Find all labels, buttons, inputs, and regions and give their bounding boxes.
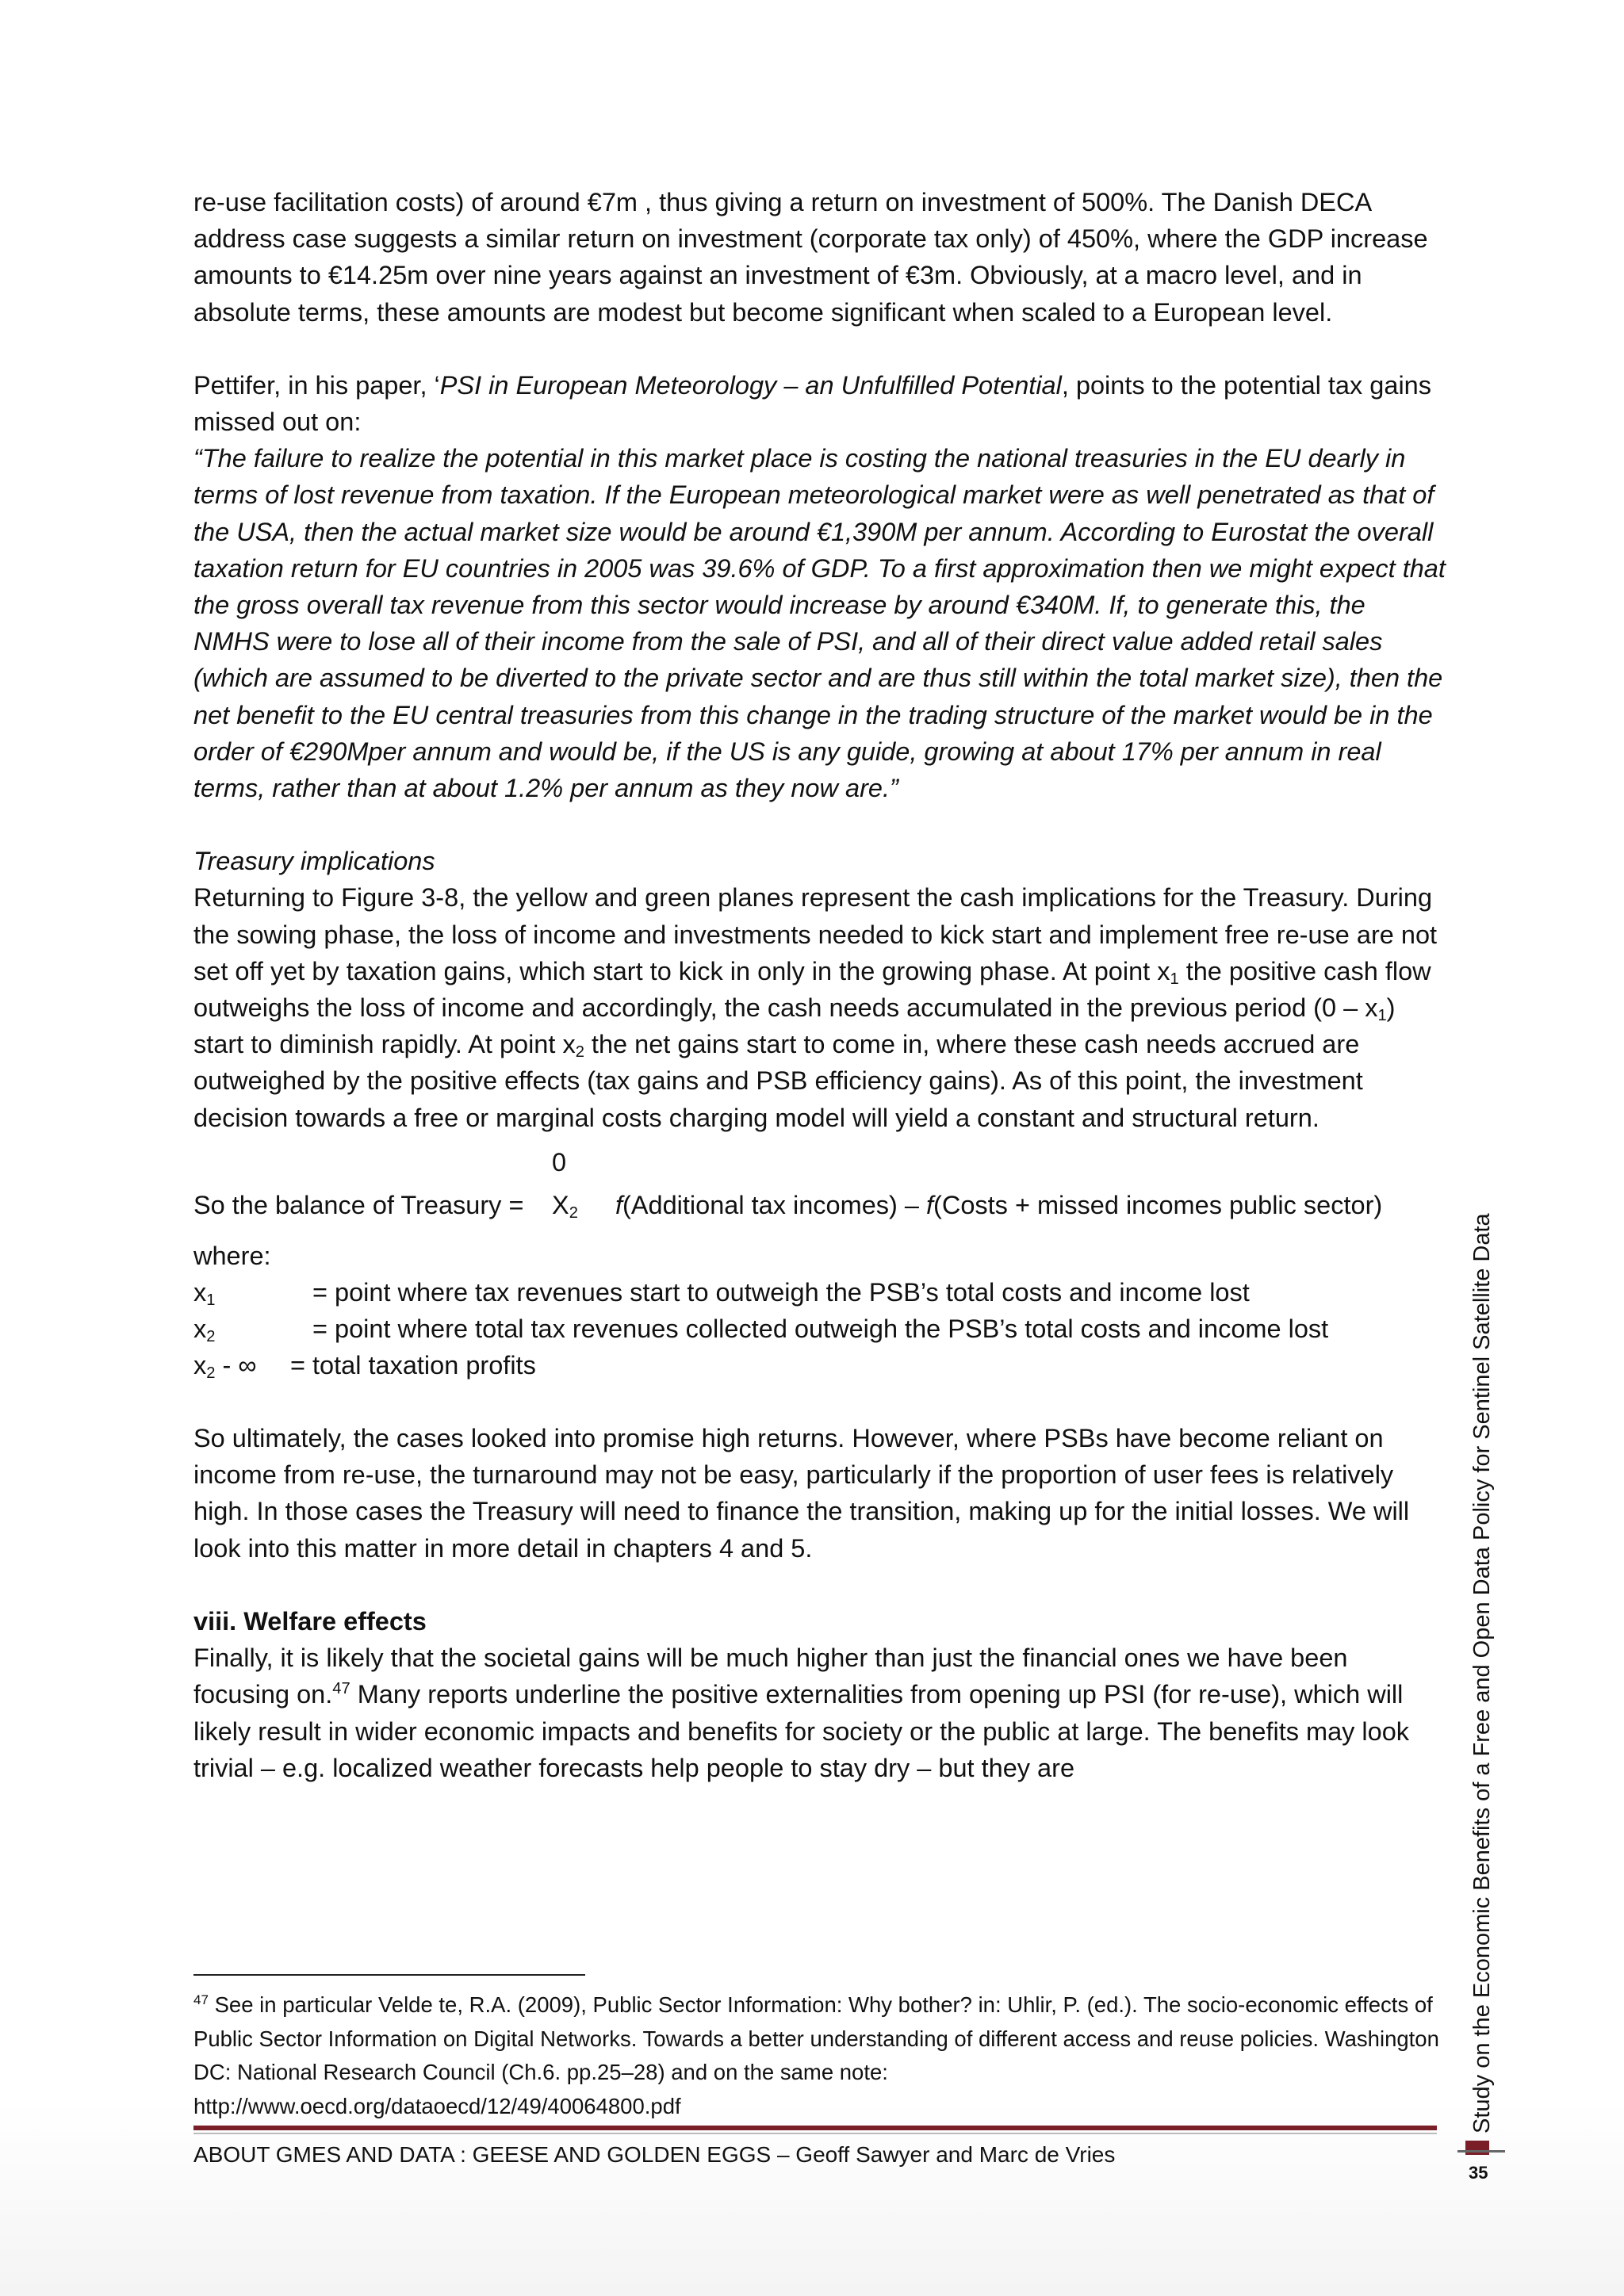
footnote — [193, 1988, 1446, 2123]
definition-x2-infinity: $x_2$ - ∞ = total taxation profits — [193, 1351, 536, 1383]
footnote-divider — [193, 1974, 585, 1976]
page-number-line — [1457, 2150, 1505, 2152]
treasury-text-4: the net gains start to come in, where these cash needs accrued are outweighed by the positive effects (tax gains and PSB efficiency gains). As of this point, the investment decision towards a free or marginal costs charging model will yield a constant and structural return. — [193, 1030, 1363, 1132]
side-running-title: Study on the Economic Benefits of a Free and Open Data Policy for Sentinel Satellite Data — [1469, 1213, 1495, 2133]
main-text — [193, 184, 1446, 1786]
paragraph-pettifer — [193, 367, 1446, 440]
subscript: 1 — [1377, 1007, 1387, 1025]
treasury-text-3: ) start to diminish rapidly. At point x — [193, 993, 1396, 1059]
where-label: where: — [193, 1241, 271, 1270]
footer-divider — [193, 2126, 1437, 2130]
pettifer-quote: “The failure to realize the potential in this market place is costing the national treasuries in the EU dearly in terms of lost revenue from taxation. If the European meteorological market were as well penetrated as that of the USA, then the actual market size would be around €1,390M per annum. According to Eurostat the overall taxation return for EU countries in 2005 was 39.6% of GDP. To a first approximation then we might expect that the gross overall tax revenue from this sector would increase by around €340M. If, to generate this, the NMHS were to lose all of their income from the sale of PSI, and all of their direct value added retail sales (which are assumed to be diverted to the private sector and are thus still within the total market size), then the net benefit to the EU central treasuries from this change in the trading structure of the market would be in the order of €290Mper annum and would be, if the US is any guide, growing at about 17% per annum in real terms, rather than at about 1.2% per annum as they now are.” — [193, 444, 1446, 803]
footer-divider-shadow — [193, 2133, 1437, 2134]
pettifer-intro: Pettifer, in his paper, ‘ — [193, 370, 440, 400]
pettifer-paper-title: PSI in European Meteorology – an Unfulfilled Potential — [439, 370, 1062, 400]
page-number: 35 — [1469, 2163, 1488, 2183]
treasury-text-1: Returning to Figure 3-8, the yellow and green planes represent the cash implications for the Treasury. During the sowing phase, the loss of income and investments needed to kick start and implement free re-use are not set off yet by taxation gains, which start to kick in only in the growing phase. At point x — [193, 883, 1438, 985]
subscript: 1 — [1170, 970, 1179, 988]
formula-lhs: So the balance of Treasury = — [193, 1190, 524, 1219]
footnote-text: See in particular Velde te, R.A. (2009), Public Sector Information: Why bother? in: Uhlir, P. (ed.). The socio-economic effects of Public Sector Information on Digital Networks. Towards a better understanding of different access and reuse policies. Washington DC: National Research Council (Ch.6. pp.25–28) and on the same note: — [193, 1992, 1439, 2084]
section-heading-welfare: viii. Welfare effects — [193, 1606, 427, 1636]
formula-upper-bound: 0 — [552, 1147, 567, 1177]
definition-x2: $x_2$ = point where total tax revenues collected outweigh the PSB’s total costs and income lost — [193, 1314, 1329, 1346]
formula-rhs: f(Additional tax incomes) – f(Costs + missed incomes public sector) — [615, 1190, 1383, 1219]
footnote-number: 47 — [193, 1992, 209, 2007]
page-number-marker — [1465, 2141, 1489, 2155]
paragraph-welfare: Finally, it is likely that the societal gains will be much higher than just the financial ones we have been focusing on.$^{47}$ Many reports underline the positive externalities from opening up PSI (for re-use), which will likely result in wider economic impacts and benefits for society or the public at large. The benefits may look trivial – e.g. localized weather forecasts help people to stay dry – but they are — [193, 1644, 1410, 1782]
paragraph-treasury — [193, 879, 1446, 1135]
pettifer-rest: , points to the potential tax gains missed out on: — [193, 370, 1431, 437]
formula-lower-bound: $X_2$ — [552, 1190, 578, 1222]
definition-x1: $x_1$ = point where tax revenues start to outweigh the PSB’s total costs and income lost — [193, 1278, 1250, 1310]
subscript: 2 — [575, 1043, 584, 1062]
footer-title: ABOUT GMES AND DATA : GEESE AND GOLDEN EGGS – Geoff Sawyer and Marc de Vries — [193, 2142, 1116, 2167]
treasury-balance-formula — [193, 1139, 1446, 1233]
paragraph-conclusion: So ultimately, the cases looked into promise high returns. However, where PSBs have become reliant on income from re-use, the turnaround may not be easy, particularly if the proportion of user fees is relatively high. In those cases the Treasury will need to finance the transition, making up for the initial losses. We will look into this matter in more detail in chapters 4 and 5. — [193, 1424, 1410, 1563]
treasury-text-2: the positive cash flow outweighs the loss of income and accordingly, the cash needs accumulated in the previous period (0 – x — [193, 956, 1431, 1023]
footnote-ref: 47 — [332, 1680, 350, 1698]
paragraph-roi: re-use facilitation costs) of around €7m , thus giving a return on investment of 500%. The Danish DECA address case suggests a similar return on investment (corporate tax only) of 450%, where the GDP increase amounts to €14.25m over nine years against an investment of €3m. Obviously, at a macro level, and in absolute terms, these amounts are modest but become significant when scaled to a European level. — [193, 188, 1428, 327]
footnote-url[interactable]: http://www.oecd.org/dataoecd/12/49/40064800.pdf — [193, 2093, 681, 2118]
treasury-heading: Treasury implications — [193, 847, 435, 876]
